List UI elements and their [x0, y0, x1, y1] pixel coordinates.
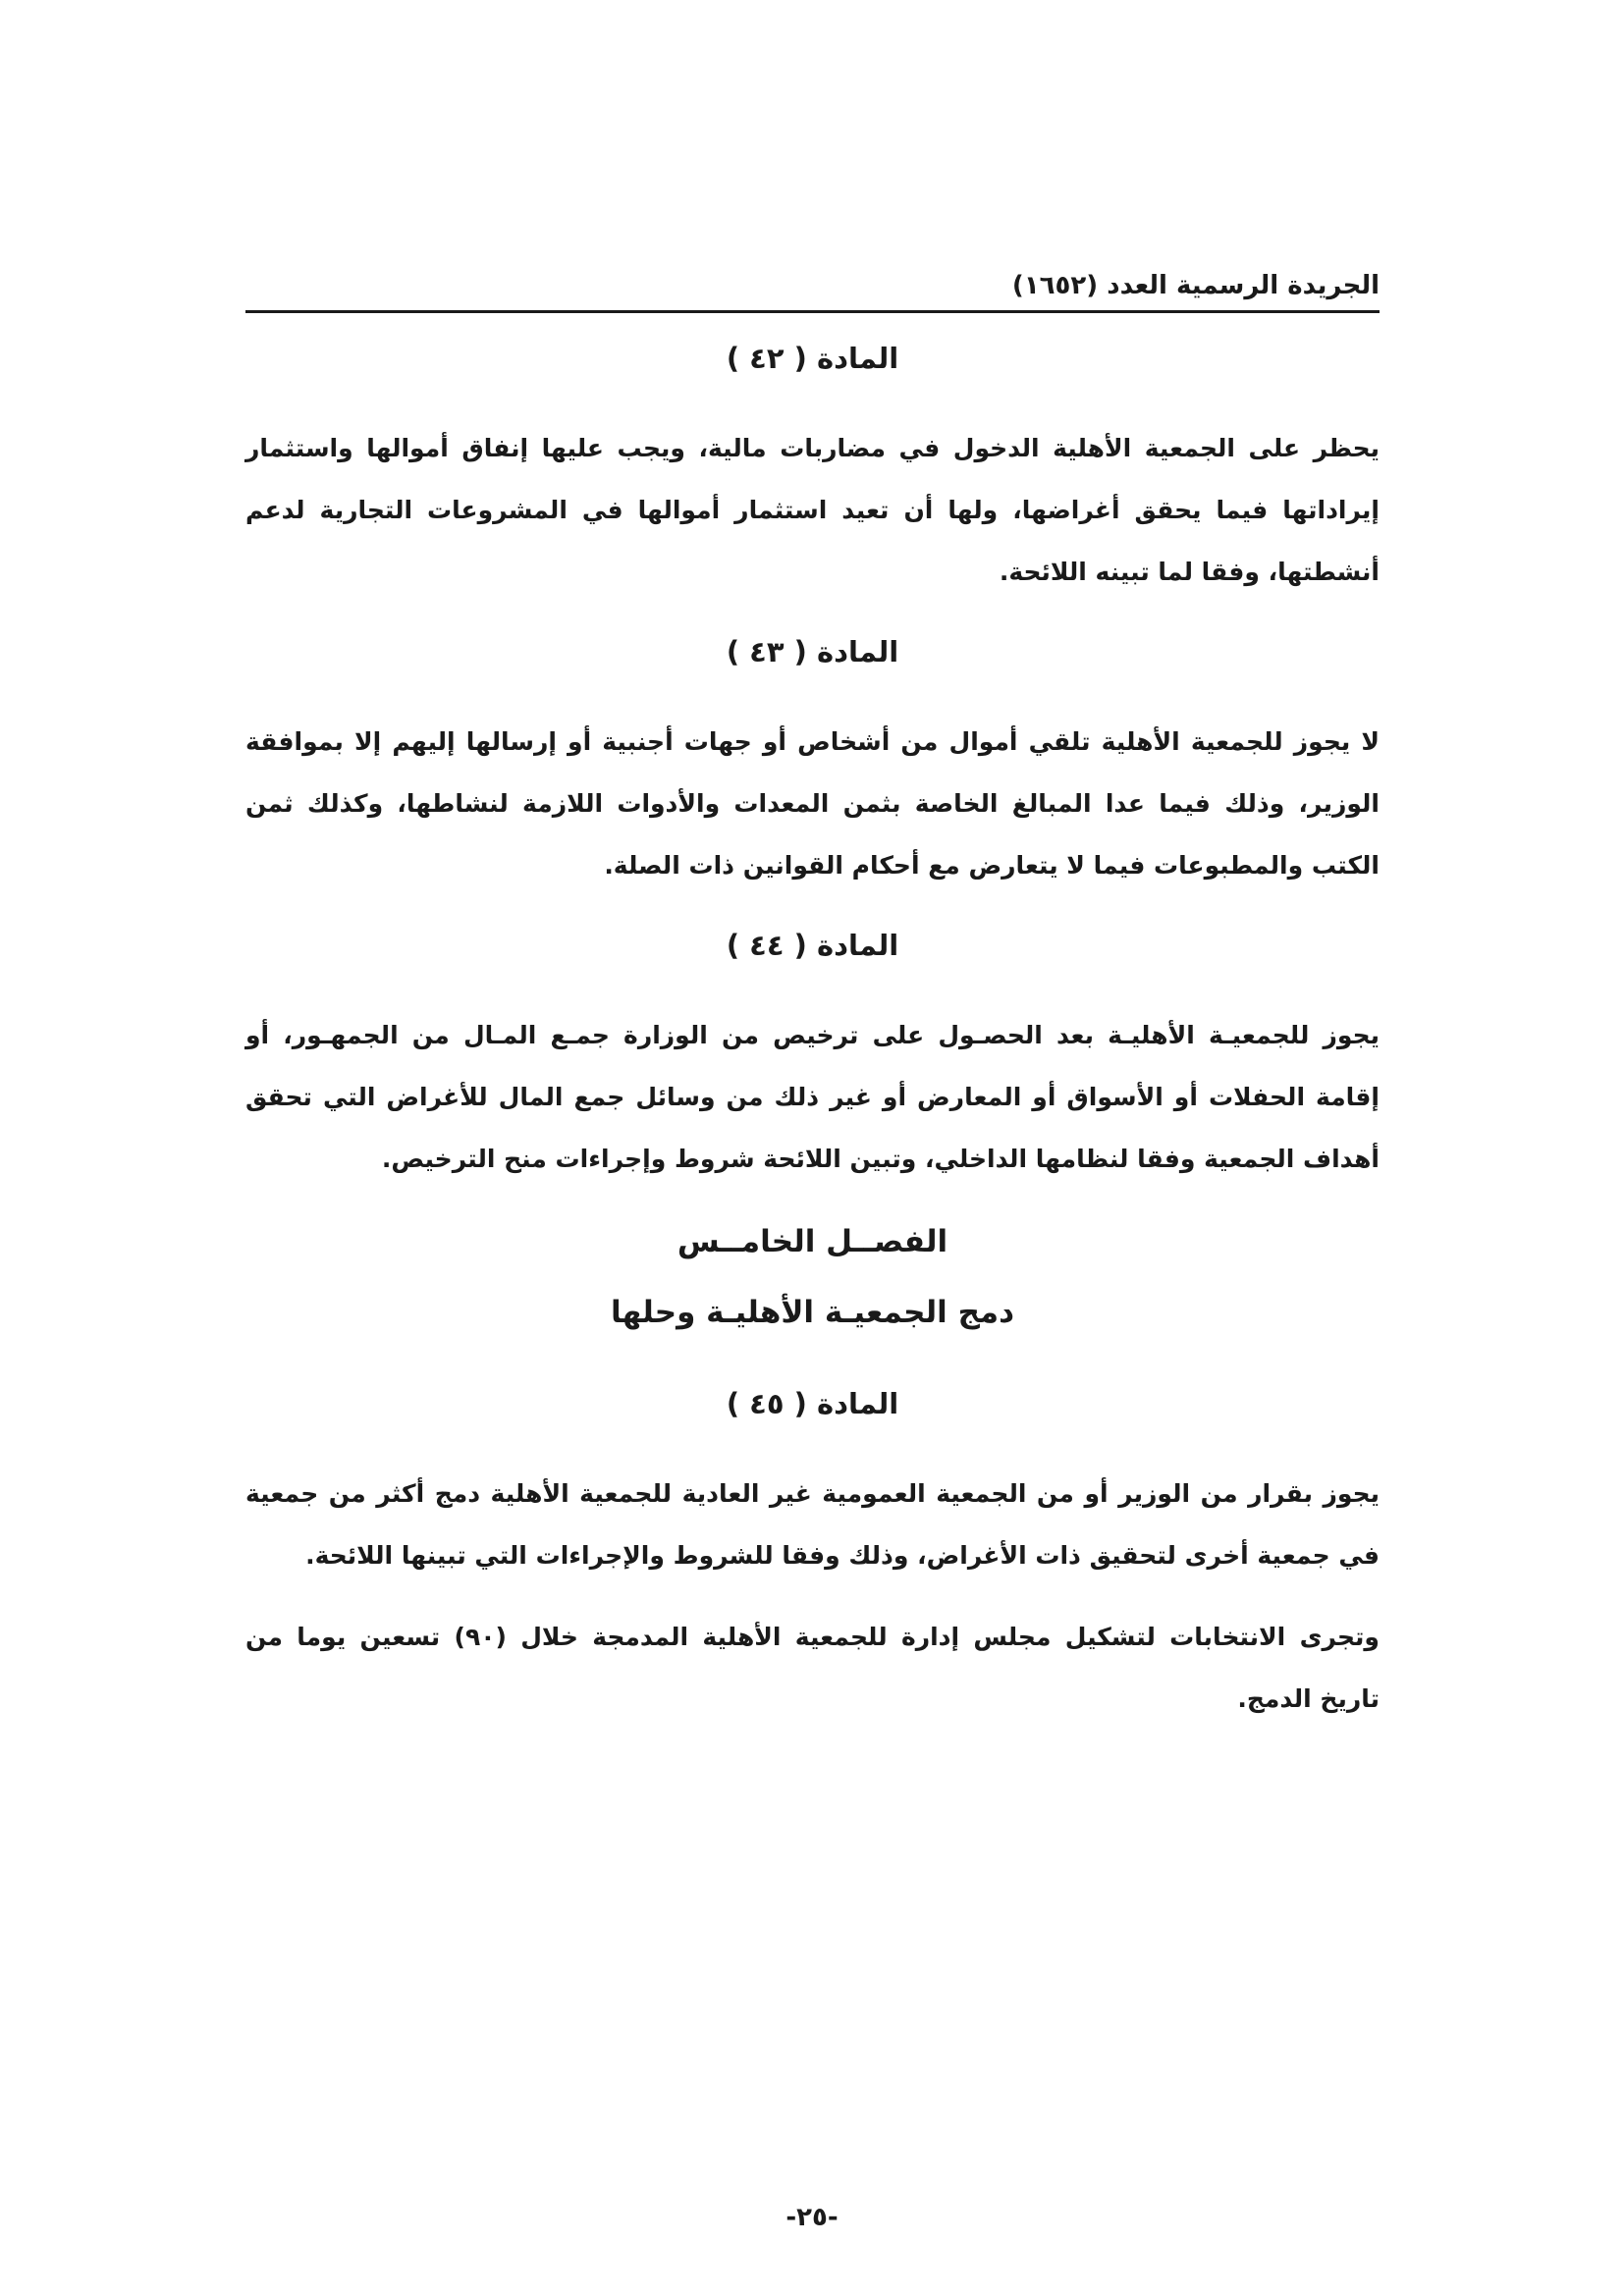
article-43-text: لا يجوز للجمعية الأهلية تلقي أموال من أشخاص أو جهات أجنبية أو إرسالها إليهم إلا بموافقة الوزير، وذلك فيما عدا المبالغ الخاصة بثمن المعدات والأدوات اللازمة لنشاطها، وكذلك ثمن الكتب والمطبوعات فيما لا يتعارض مع أحكام القوانين ذات الصلة.: [245, 727, 1380, 880]
chapter-title: الفصــل الخامــس: [677, 1224, 948, 1259]
page-number: -٢٥-: [785, 2203, 839, 2232]
gazette-title: الجريدة الرسمية العدد (١٦٥٢): [1011, 271, 1380, 300]
article-45-paragraph-2: وتجرى الانتخابات لتشكيل مجلس إدارة للجمعية الأهلية المدمجة خلال (٩٠) تسعين يوما من تاريخ الدمج.: [245, 1623, 1380, 1713]
document-body: [245, 319, 1380, 1749]
article-43-heading: المادة ( ٤٣ ): [726, 635, 899, 668]
chapter-subtitle: دمج الجمعيـة الأهليـة وحلها: [610, 1295, 1015, 1330]
article-42-text: يحظر على الجمعية الأهلية الدخول في مضاربات مالية، ويجب عليها إنفاق أموالها واستثمار إيراداتها فيما يحقق أغراضها، ولها أن تعيد استثمار أموالها في المشروعات التجارية لدعم أنشطتها، وفقا لما تبينه اللائحة.: [245, 434, 1380, 586]
article-44-heading: المادة ( ٤٤ ): [726, 929, 899, 962]
article-45-heading: المادة ( ٤٥ ): [726, 1387, 899, 1420]
article-42-heading: المادة ( ٤٢ ): [726, 342, 899, 375]
article-45-paragraph-1: يجوز بقرار من الوزير أو من الجمعية العمومية غير العادية للجمعية الأهلية دمج أكثر من جمعية في جمعية أخرى لتحقيق ذات الأغراض، وذلك وفقا للشروط والإجراءات التي تبينها اللائحة.: [245, 1479, 1380, 1570]
page-header: [245, 253, 1380, 313]
article-44-text: يجوز للجمعيـة الأهليـة بعد الحصـول على ترخيص من الوزارة جمـع المـال من الجمهـور، أو إقامة الحفلات أو الأسواق أو المعارض أو غير ذلك من وسائل جمع المال للأغراض التي تحقق أهداف الجمعية وفقا لنظامها الداخلي، وتبين اللائحة شروط وإجراءات منح الترخيص.: [245, 1021, 1380, 1173]
